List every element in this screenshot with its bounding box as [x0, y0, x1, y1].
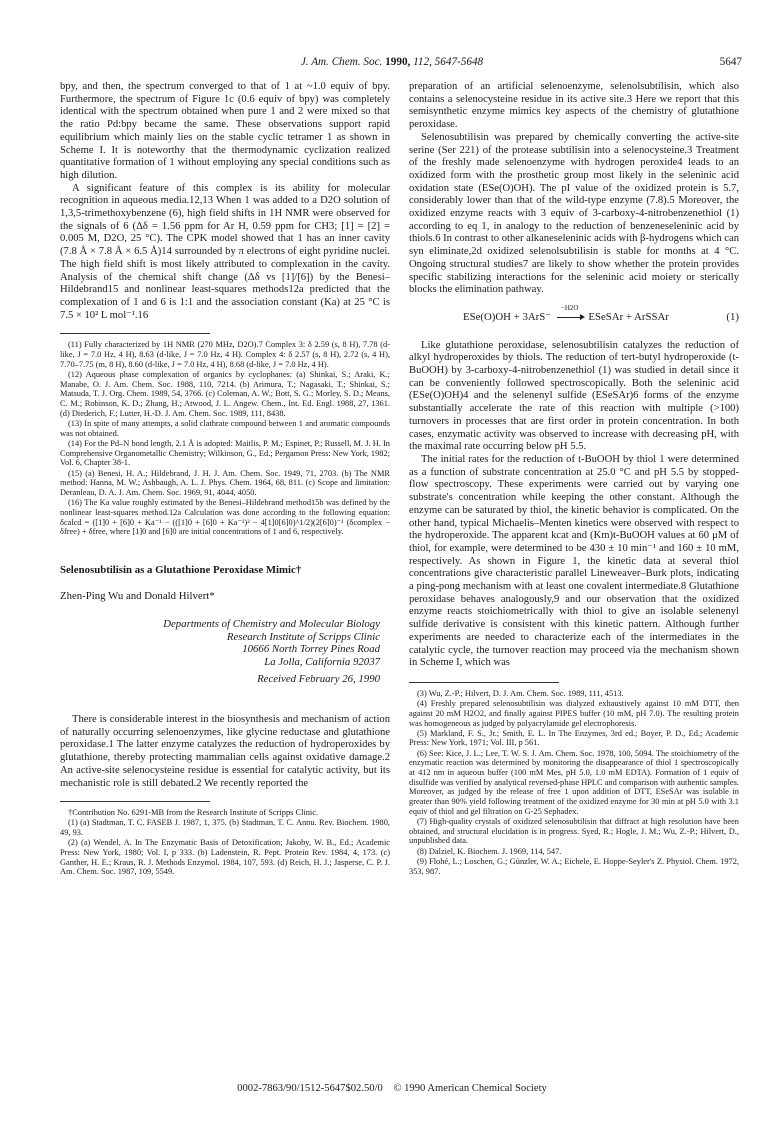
footnote: (14) For the Pd–N bond length, 2.1 Å is adopted: Maitlis, P. M.; Espinet, P.; Russell, M. J. H. In Comprehensive Organometallic Chemistry; Wilkinson, G., Ed.; Pergamon Press: New York, 1982; Vol. 6, Chapter 38-1.: [60, 438, 390, 468]
footnotes-left: [60, 340, 390, 537]
affiliation: [60, 618, 390, 668]
left-column: [60, 81, 390, 878]
right-column: [409, 81, 739, 877]
page-number: 5647: [719, 56, 742, 68]
equation-1: [409, 303, 739, 324]
footnote: (6) See: Kice, J. L.; Lee, T. W. S. J. Am. Chem. Soc. 1978, 100, 5094. The stoichiometry of the enzymatic reaction was determined by monitoring the disappearance of thiol 1 spectroscopically at 412 nm in aqueous buffer (100 mM Mes, pH 5.0, 1.0 mM EDTA). Formation of 1 equiv of disulfide was verified by analytical reversed-phase HPLC and comparison with authentic samples. Moreover, as judged by the release of free 1 upon addition of DTT, ESeSAr was isolable in greater than 90% yield following treatment of the oxidized enzyme for 30 min at pH 5.0 with 3.1 equiv of thiol and gel filtration on G-25 Sephadex.: [409, 748, 739, 816]
affiliation-line: Departments of Chemistry and Molecular Biology: [163, 618, 380, 631]
article-title: Selenosubtilisin as a Glutathione Peroxidase Mimic†: [60, 563, 302, 576]
paragraph: There is considerable interest in the biosynthesis and mechanism of action of naturally occurring selenoenzymes, like glycine reductase and glutathione peroxidase.1 The latter enzyme catalyzes the reduction of hydroperoxides by glutathione, thereby protecting mammalian cells against oxidative damage.2 An active-site selenocysteine residue is essential for catalytic activity, but its mechanistic role is still debated.2 We recently reported the: [60, 714, 390, 789]
footnote: (5) Markland, F. S., Jr.; Smith, E. L. In The Enzymes, 3rd ed.; Boyer, P. D., Ed.; Academic Press: New York, 1971; Vol. III, p 561.: [409, 728, 739, 748]
copyright: © 1990 American Chemical Society: [393, 1083, 547, 1094]
page-footer: [0, 1083, 784, 1094]
paragraph: A significant feature of this complex is its ability for molecular recognition in aqueous media.12,13 When 1 was added to a D2O solution of 1,3,5-trimethoxybenzene (6), high field shifts in 1H NMR were observed for the signals of 6 (Δδ = 1.56 ppm for Ar H, 0.59 ppm for CH3; [1] = [2] = 0.005 M, D2O, 25 °C). The CPK model showed that 1 has an inner cavity (7.8 Å × 7.8 Å × 6.5 Å)14 surrounded by π electrons of eight pyridine nuclei. The high field shift is most likely attributed to complexation in the cavity. Analysis of the chemical shift change (Δδ vs [1]/[6]) by the Benesi–Hildebrand15 and nonlinear least-squares methods12a predicted that the complexation of 1 and 6 is 1:1 and the association constant (Ka) at 25 °C is 7.5 × 10² L mol⁻¹.16: [60, 182, 390, 321]
footnote: †Contribution No. 6291-MB from the Research Institute of Scripps Clinic.: [68, 808, 319, 818]
paragraph: The initial rates for the reduction of t-BuOOH by thiol 1 were determined as a function of substrate concentration at 25.0 °C and pH 5.5 by stopped-flow spectroscopy. These experiments were carried out by varying one substrate's concentration while keeping the other constant. Although the enzyme can be saturated by thiol, the kinetic behavior is complicated. On the other hand, typical Michaelis–Menten kinetics were observed with respect to the hydroperoxide. The apparent kcat and (Km)t-BuOOH values at 60 μM of thiol, for example, were determined to be 430 ± 10 min⁻¹ and 160 ± 10 mM, respectively. As shown in Figure 1, the kinetic data at several thiol concentrations give characteristic parallel Lineweaver–Burk plots, indicating a ping-pong mechanism with at least one covalent intermediate.8 Glutathione peroxidase behaves analogously,9 and our observation that the oxidized enzyme reacts stoichiometrically with thiol to give an isolable selenenyl sulfide derivative is consistent with this kinetic pattern. Although further experiments are needed to characterize each of the intermediates in the catalytic cycle, the turnover reaction may proceed via the mechanism shown in Scheme I, which was: [409, 453, 739, 669]
footnote-divider: [409, 682, 559, 683]
footnote: (13) In spite of many attempts, a solid clathrate compound between 1 and aromatic compounds was not obtained.: [60, 418, 390, 438]
arrow-label: −H2O: [560, 303, 579, 312]
footnote: (2) (a) Wendel, A. In The Enzymatic Basis of Detoxification; Jakoby, W. B., Ed.; Academic Press: New York, 1980; Vol. I, p 333. (b) Ladenstein, R. Pept. Protein Rev. 1984, 4, 173. (c) Ganther, H. E.; Kraus, R. J. Methods Enzymol. 1984, 107, 593. (d) Reich, H. J.; Jasperse, C. P. J. Am. Chem. Soc. 1987, 109, 5549.: [60, 838, 390, 877]
equation-number: (1): [726, 310, 739, 323]
footnote: (3) Wu, Z.-P.; Hilvert, D. J. Am. Chem. Soc. 1989, 111, 4513.: [417, 688, 624, 698]
running-header: [0, 56, 784, 68]
issn-code: 0002-7863/90/1512-5647$02.50/0: [237, 1083, 383, 1094]
footnote: (9) Flohé, L.; Loschen, G.; Günzler, W. A.; Eichele, E. Hoppe-Seyler's Z. Physiol. Chem. 1972, 353, 987.: [409, 856, 739, 876]
footnote-divider: [60, 801, 210, 802]
footnote: (8) Dalziel, K. Biochem. J. 1969, 114, 547.: [417, 846, 562, 856]
footnote: (16) The Ka value roughly estimated by the Benesi–Hildebrand method15b was defined by the nonlinear least-squares method.12a Calculation was done according to the following equation: δcalcd = ([1]0 + [6]0 + Ka⁻¹ − (([1]0 + [6]0 + Ka⁻¹)² − 4[1]0[6]0)^1/2)(2[6]0)⁻¹ (δcomplex − δfree) + δfree, where [1]0 and [6]0 are initial concentrations of 1 and 6, respectively.: [60, 498, 390, 537]
footnotes-article: [60, 808, 390, 877]
footnote: (4) Freshly prepared selenosubtilisin was dialyzed exhaustively against 10 mM DTT, then against 20 mM H2O2, and finally against PIPES buffer (10 mM, pH 7.0). The resulting protein was homogeneous as judged by polyacrylamide gel electrophoresis.: [409, 699, 739, 728]
equation-reactants: ESe(O)OH + 3ArS⁻: [463, 310, 551, 323]
equation-body: [463, 303, 669, 324]
article-authors: Zhen-Ping Wu and Donald Hilvert*: [60, 589, 215, 602]
received-date: Received February 26, 1990: [257, 673, 380, 686]
journal-volume: 112,: [413, 56, 432, 68]
affiliation-line: Research Institute of Scripps Clinic: [226, 630, 380, 643]
footnote-divider: [60, 333, 210, 334]
reaction-arrow-icon: [556, 303, 584, 324]
footnotes-right: [409, 689, 739, 876]
paragraph: Like glutathione peroxidase, selenosubtilisin catalyzes the reduction of alkyl hydroperoxides by thiols. The reduction of tert-butyl hydroperoxide (t-BuOOH) by 3-carboxy-4-nitrobenzenethiol (1) was studied in detail since it can be conveniently followed spectroscopically. Both the seleninic acid (ESe(O)OH)4 and the selenenyl sulfide (ESeSAr)6 forms of the enzyme substantially accelerate the rate of this reaction with multiple (>100) turnovers in processes that are first order in protein concentration. In both cases, enzymatic activity was observed to increase with decreasing pH, with the maximal rate occurring below pH 5.5.: [409, 339, 739, 453]
paragraph: preparation of an artificial selenoenzyme, selenolsubtilisin, which also contains a selenocysteine residue in its active site.3 Here we report that this semisynthetic enzyme mimics key aspects of the chemistry of glutathione peroxidase.: [409, 81, 739, 131]
footnote: (7) High-quality crystals of oxidized selenosubtilisin that diffract at high resolution have been obtained, and structural elucidation is in progress. Syed, R.; Hogle, J. M.; Wu, Z.-P.; Hilvert, D., unpublished data.: [409, 817, 739, 846]
equation-products: ESeSAr + ArSSAr: [588, 310, 669, 323]
footnote: (11) Fully characterized by 1H NMR (270 MHz, D2O).7 Complex 3: δ 2.59 (s, 8 H), 7.78 (d-like, J = 7.0 Hz, 4 H), 8.63 (d-like, J = 7.0 Hz, 4 H). Complex 4: δ 2.57 (s, 8 H), 2.72 (s, 4 H), 7.70–7.75 (m, 8 H), 8.60 (d-like, J = 7.0 Hz, 4 H), 8.68 (d-like, J = 7.0 Hz, 4 H).: [60, 340, 390, 369]
paragraph: bpy, and then, the spectrum converged to that of 1 at ~1.0 equiv of bpy. Furthermore, the spectrum of Figure 1c (0.6 equiv of bpy) was completely identical with the spectrum obtained when pure 1 and 2 were mixed so that the ratio Pd:bpy became the same. These observations support rapid equilibrium which mainly lies on the stable cyclic tetramer 1 as shown in Scheme I. It is noteworthy that the thermodynamic cyclization realized quantitative formation of 1 without employing any special conditions such as high dilution.: [60, 81, 390, 181]
affiliation-line: 10666 North Torrey Pines Road: [242, 643, 380, 656]
footnote: (12) Aqueous phase complexation of organics by cyclophanes: (a) Shinkai, S.; Araki, K.; Manabe, O. J. Am. Chem. Soc. 1988, 110, 7214. (b) Arimura, T.; Nagasaki, T.; Shinkai, S.; Matsuda, T. J. Org. Chem. 1989, 54, 3766. (c) Coleman, A. W.; Bott, S. G.; Morley, S. D.; Means, C. M.; Robinson, K. D.; Zhang, H.; Atwood, J. L. Angew. Chem., Int. Ed. Engl. 1988, 27, 1361. (d) Diederich, F.; Lutter, H.-D. J. Am. Chem. Soc. 1989, 111, 8438.: [60, 369, 390, 418]
footnote: (1) (a) Stadtman, T. C. FASEB J. 1987, 1, 375. (b) Stadtman, T. C. Annu. Rev. Biochem. 1980, 49, 93.: [60, 818, 390, 838]
affiliation-line: La Jolla, California 92037: [264, 655, 380, 668]
journal-year: 1990,: [385, 56, 411, 68]
footnote: (15) (a) Benesi, H. A.; Hildebrand, J. H. J. Am. Chem. Soc. 1949, 71, 2703. (b) The NMR method: Hanna, M. W.; Ashbaugh, A. L. J. Phys. Chem. 1964, 68, 811. (c) Scope and limitation: Deranleau, D. A. J. Am. Chem. Soc. 1969, 91, 4044, 4050.: [60, 468, 390, 497]
paragraph: Selenosubtilisin was prepared by chemically converting the active-site serine (Ser 221) of the protease subtilisin into a selenocysteine.3 Treatment of the freshly made selenoenzyme with hydrogen peroxide4 leads to an oxidized form with the prosthetic group most likely in the seleninic acid oxidation state (ESe(O)OH). The pI value of the oxidized protein is 5.7, considerably lower than that of the wild-type enzyme (7.8).5 Moreover, the oxidized enzyme reacts with 3 equiv of 3-carboxy-4-nitrobenzenethiol (1) according to eq 1, in analogy to the reduction of benzeneseleninic acid by thiols.6 In contrast to other alkaneseleninic acids with β-hydrogens which can syn eliminate,2d oxidized selenolsubtilisin is stable for months at 4 °C. Ongoing structural studies7 are likely to show whether the protein provides specific stabilizing interactions for the seleninic acid moiety or sterically blocks the elimination pathway.: [409, 131, 739, 296]
journal-pages: 5647-5648: [434, 56, 484, 68]
journal-name: J. Am. Chem. Soc.: [300, 56, 383, 68]
